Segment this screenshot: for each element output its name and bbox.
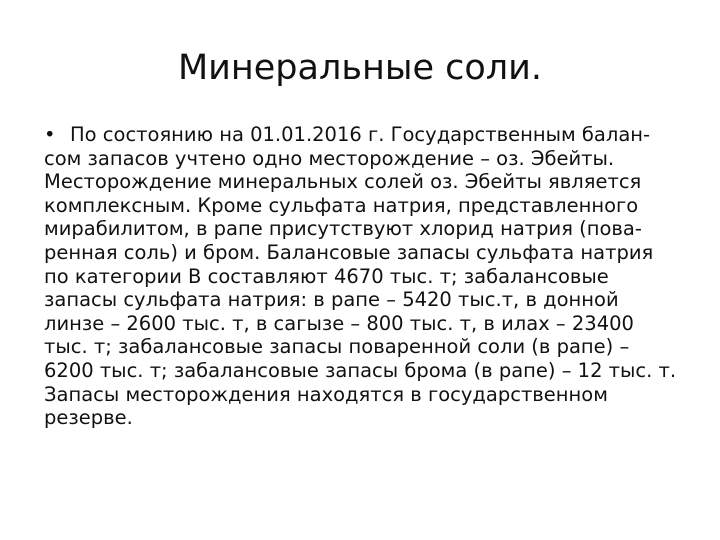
text-line-12: Запасы месторождения находятся в государственном <box>44 382 608 406</box>
text-line-3: Месторождение минеральных солей оз. Эбейты является <box>44 170 642 194</box>
text-line-6: ренная соль) и бром. Балансовые запасы сульфата натрия <box>44 240 654 264</box>
text-line-13: резерве. <box>44 406 133 430</box>
text-line-11: 6200 тыс. т; забалансовые запасы брома (в рапе) – 12 тыс. т. <box>44 358 677 382</box>
text-line-2: сом запасов учтено одно месторождение – оз. Эбейты. <box>44 146 615 170</box>
bullet-paragraph <box>44 123 704 430</box>
bullet-marker: • <box>44 123 56 146</box>
text-line-9: линзе – 2600 тыс. т, в сагызе – 800 тыс. т, в илах – 23400 <box>44 311 634 335</box>
text-line-5: мирабилитом, в рапе присутствуют хлорид натрия (пова- <box>44 217 642 241</box>
text-line-1 <box>44 123 704 147</box>
slide-title: Минеральные соли. <box>177 48 543 88</box>
text-line-1-content: По состоянию на 01.01.2016 г. Государственным балан- <box>70 123 651 146</box>
text-line-10: тыс. т; забалансовые запасы поваренной соли (в рапе) – <box>44 335 630 359</box>
text-line-8: запасы сульфата натрия: в рапе – 5420 тыс.т, в донной <box>44 288 619 312</box>
text-line-7: по категории В составляют 4670 тыс. т; забалансовые <box>44 264 609 288</box>
text-line-4: комплексным. Кроме сульфата натрия, представленного <box>44 193 639 217</box>
